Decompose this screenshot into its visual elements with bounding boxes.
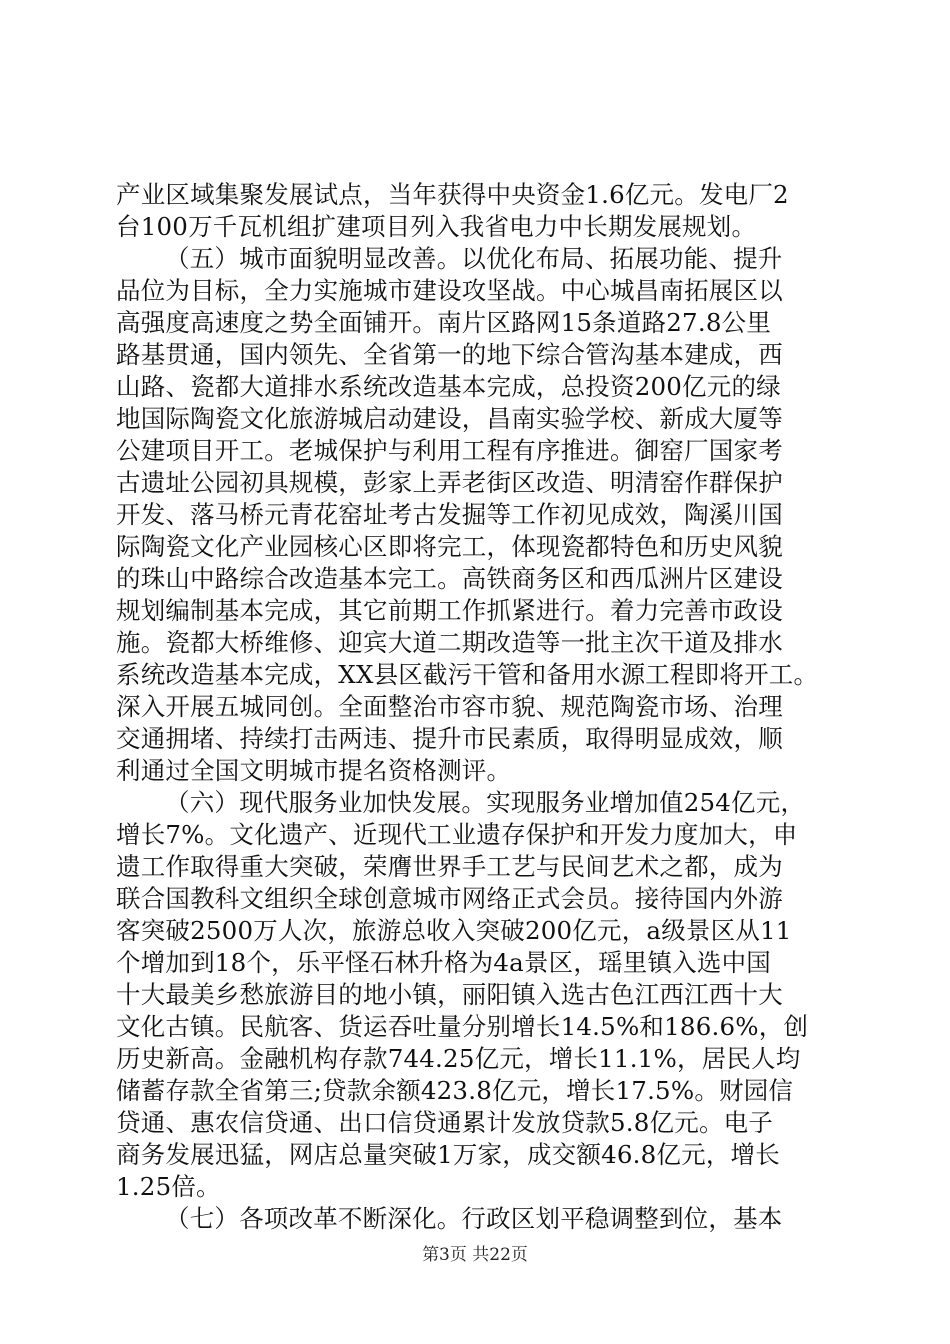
text-line: 客突破2500万人次，旅游总收入突破200亿元，a级景区从11 (116, 916, 792, 945)
text-line: 深入开展五城同创。全面整治市容市貌、规范陶瓷市场、治理 (116, 692, 783, 721)
text-line: 路基贯通，国内领先、全省第一的地下综合管沟基本建成，西 (116, 340, 783, 369)
text-line: 施。瓷都大桥维修、迎宾大道二期改造等一批主次干道及排水 (116, 628, 783, 657)
text-line: 商务发展迅猛，网店总量突破1万家，成交额46.8亿元，增长 (116, 1140, 780, 1169)
text-line: 规划编制基本完成，其它前期工作抓紧进行。着力完善市政设 (116, 596, 783, 625)
text-line: 古遗址公园初具规模，彭家上弄老街区改造、明清窑作群保护 (116, 468, 783, 497)
text-line: 1.25倍。 (116, 1172, 221, 1201)
text-line: 联合国教科文组织全球创意城市网络正式会员。接待国内外游 (116, 884, 783, 913)
page-number-footer: 第3页 共22页 (422, 1245, 528, 1265)
text-line: 的珠山中路综合改造基本完工。高铁商务区和西瓜洲片区建设 (116, 564, 783, 593)
text-line: 品位为目标，全力实施城市建设攻坚战。中心城昌南拓展区以 (116, 276, 783, 305)
text-line: 交通拥堵、持续打击两违、提升市民素质，取得明显成效，顺 (116, 724, 783, 753)
text-line: 开发、落马桥元青花窑址考古发掘等工作初见成效，陶溪川国 (116, 500, 783, 529)
text-line: （六）现代服务业加快发展。实现服务业增加值254亿元， (165, 788, 806, 817)
text-line: 利通过全国文明城市提名资格测评。 (116, 756, 512, 785)
text-line: 增长7%。文化遗产、近现代工业遗存保护和开发力度加大，申 (116, 820, 798, 849)
text-line: 遗工作取得重大突破，荣膺世界手工艺与民间艺术之都，成为 (116, 852, 783, 881)
text-line: （七）各项改革不断深化。行政区划平稳调整到位，基本 (165, 1204, 783, 1233)
text-line: 台100万千瓦机组扩建项目列入我省电力中长期发展规划。 (116, 212, 757, 241)
text-line: 个增加到18个，乐平怪石林升格为4a景区，瑶里镇入选中国 (116, 948, 771, 977)
text-line: 历史新高。金融机构存款744.25亿元，增长11.1%，居民人均 (116, 1044, 801, 1073)
text-line: 地国际陶瓷文化旅游城启动建设，昌南实验学校、新成大厦等 (116, 404, 783, 433)
text-line: 高强度高速度之势全面铺开。南片区路网15条道路27.8公里 (116, 308, 772, 337)
text-line: （五）城市面貌明显改善。以优化布局、拓展功能、提升 (165, 244, 783, 273)
text-line: 文化古镇。民航客、货运吞吐量分别增长14.5%和186.6%，创 (116, 1012, 809, 1041)
text-line: 十大最美乡愁旅游目的地小镇，丽阳镇入选古色江西江西十大 (116, 980, 783, 1009)
text-line: 系统改造基本完成，XX县区截污干管和备用水源工程即将开工。 (116, 660, 819, 689)
text-line: 际陶瓷文化产业园核心区即将完工，体现瓷都特色和历史风貌 (116, 532, 783, 561)
text-line: 公建项目开工。老城保护与利用工程有序推进。御窑厂国家考 (116, 436, 783, 465)
text-line: 山路、瓷都大道排水系统改造基本完成，总投资200亿元的绿 (116, 372, 781, 401)
text-line: 贷通、惠农信贷通、出口信贷通累计发放贷款5.8亿元。电子 (116, 1108, 774, 1137)
text-line: 产业区域集聚发展试点，当年获得中央资金1.6亿元。发电厂2 (116, 180, 789, 209)
text-line: 储蓄存款全省第三;贷款余额423.8亿元，增长17.5%。财园信 (116, 1076, 794, 1105)
